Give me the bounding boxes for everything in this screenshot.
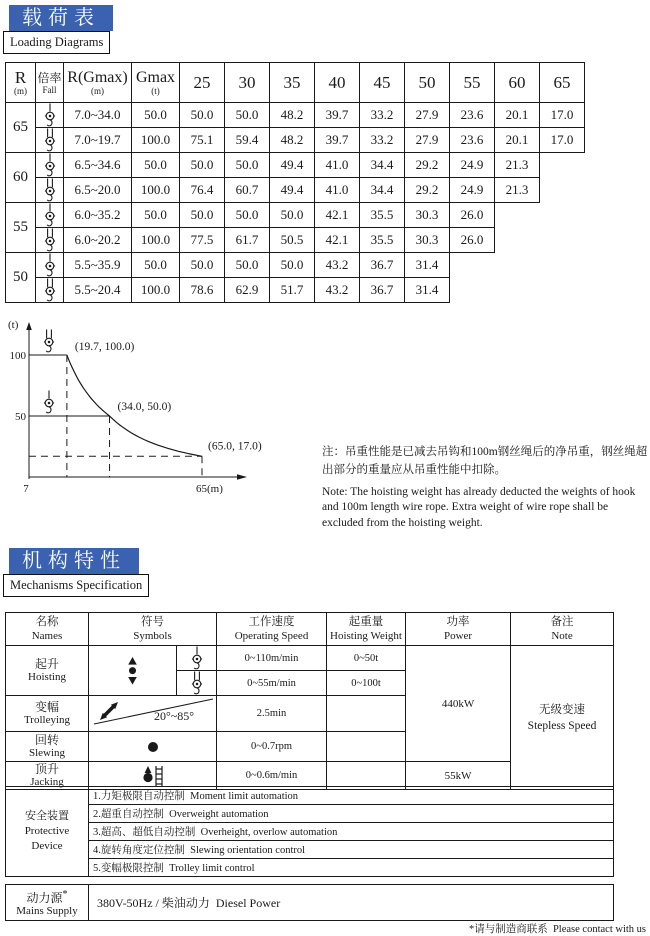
load-value-cell: 50.0 xyxy=(270,253,315,278)
rgmax-range-cell: 7.0~34.0 xyxy=(64,103,132,128)
svg-text:20°~85°: 20°~85° xyxy=(153,709,194,723)
svg-text:(65.0, 17.0): (65.0, 17.0) xyxy=(208,440,262,453)
col-header-radius: 50 xyxy=(405,63,450,103)
load-value-cell: 50.0 xyxy=(270,203,315,228)
section-loading-title-en: Loading Diagrams xyxy=(3,31,110,54)
load-value-cell: 24.9 xyxy=(450,178,495,203)
note-cn: 注：吊重性能是已减去吊钩和100m钢丝绳后的净吊重，钢丝绳超出部分的重量应从吊重性能中扣除。 xyxy=(322,446,648,476)
loading-row xyxy=(6,228,585,253)
load-value-cell: 49.4 xyxy=(270,153,315,178)
load-value-cell: 77.5 xyxy=(180,228,225,253)
loading-row xyxy=(6,103,585,128)
col-header-gmax: Gmax (t) xyxy=(132,63,180,103)
fall-2-icon xyxy=(36,203,64,228)
gmax-cell: 100.0 xyxy=(132,228,180,253)
load-value-cell: 76.4 xyxy=(180,178,225,203)
svg-text:(34.0, 50.0): (34.0, 50.0) xyxy=(117,401,172,413)
rgmax-range-cell: 6.5~34.6 xyxy=(64,153,132,178)
col-header-rgmax: R(Gmax) (m) xyxy=(64,63,132,103)
load-value-cell: 34.4 xyxy=(360,178,405,203)
load-value-cell: 59.4 xyxy=(225,128,270,153)
load-value-cell: 26.0 xyxy=(450,228,495,253)
protective-row xyxy=(6,805,614,823)
load-value-cell: 60.7 xyxy=(225,178,270,203)
load-value-cell: 17.0 xyxy=(540,128,585,153)
mechanisms-table xyxy=(5,612,614,790)
notes-block xyxy=(322,444,650,531)
col-header-radius: 55 xyxy=(450,63,495,103)
load-value-cell: 34.4 xyxy=(360,153,405,178)
load-value-cell: 20.1 xyxy=(495,128,540,153)
loading-row xyxy=(6,153,585,178)
gmax-cell: 50.0 xyxy=(132,103,180,128)
fall-4-icon xyxy=(36,278,64,303)
load-value-cell: 35.5 xyxy=(360,203,405,228)
load-value-cell: 33.2 xyxy=(360,128,405,153)
load-value-cell: 61.7 xyxy=(225,228,270,253)
load-value-cell: 29.2 xyxy=(405,178,450,203)
svg-text:(19.7, 100.0): (19.7, 100.0) xyxy=(74,341,135,353)
col-header-power: 功率 Power xyxy=(406,613,511,646)
radius-cell: 55 xyxy=(6,203,36,253)
protective-item: 3.超高、超低自动控制 Overheight, overlow automation xyxy=(89,823,614,841)
mains-value-cell: 380V-50Hz / 柴油动力 Diesel Power xyxy=(89,885,614,921)
load-value-cell: 43.2 xyxy=(315,253,360,278)
trolley-speed: 2.5min xyxy=(217,696,327,732)
load-chart-svg xyxy=(2,314,332,512)
loading-row xyxy=(6,253,585,278)
section-mech-badge xyxy=(3,548,149,597)
fall-4-icon xyxy=(44,330,54,352)
rgmax-range-cell: 6.0~35.2 xyxy=(64,203,132,228)
col-header-radius: 35 xyxy=(270,63,315,103)
protective-item: 5.变幅极限控制 Trolley limit control xyxy=(89,859,614,877)
section-mech-title-en: Mechanisms Specification xyxy=(3,574,149,597)
loading-row xyxy=(6,203,585,228)
load-value-cell: 43.2 xyxy=(315,278,360,303)
load-value-cell: 26.0 xyxy=(450,203,495,228)
radius-cell: 65 xyxy=(6,103,36,153)
slewing-speed: 0~0.7rpm xyxy=(217,732,327,762)
load-value-cell: 50.0 xyxy=(180,103,225,128)
protective-item: 2.超重自动控制 Overweight automation xyxy=(89,805,614,823)
protective-device-table xyxy=(5,786,614,877)
hoist-arrow-icon xyxy=(89,646,177,696)
gmax-cell: 100.0 xyxy=(132,178,180,203)
mains-row xyxy=(6,885,614,921)
load-value-cell: 41.0 xyxy=(315,153,360,178)
load-value-cell: 50.0 xyxy=(225,103,270,128)
svg-text:65(m): 65(m) xyxy=(196,483,223,495)
gmax-cell: 100.0 xyxy=(132,278,180,303)
load-value-cell: 35.5 xyxy=(360,228,405,253)
mech-name-hoisting: 起升 Hoisting xyxy=(6,646,89,696)
load-value-cell: 31.4 xyxy=(405,278,450,303)
rgmax-range-cell: 6.0~20.2 xyxy=(64,228,132,253)
load-value-cell: 62.9 xyxy=(225,278,270,303)
load-value-cell: 50.0 xyxy=(225,203,270,228)
protective-row xyxy=(6,823,614,841)
load-value-cell: 50.0 xyxy=(180,153,225,178)
col-header-radius: 30 xyxy=(225,63,270,103)
power-jacking-cell: 55kW xyxy=(406,762,511,790)
section-loading-title-cn: 载荷表 xyxy=(9,5,113,31)
mech-row-hoisting-1 xyxy=(6,646,614,671)
load-value-cell: 50.5 xyxy=(270,228,315,253)
mains-name-en: Mains Supply xyxy=(16,904,78,917)
load-value-cell: 29.2 xyxy=(405,153,450,178)
fall-2-icon xyxy=(44,391,54,413)
load-value-cell: 36.7 xyxy=(360,253,405,278)
col-header-speed: 工作速度 Operating Speed xyxy=(217,613,327,646)
fall-4-icon xyxy=(36,128,64,153)
rgmax-range-cell: 5.5~20.4 xyxy=(64,278,132,303)
radius-cell: 60 xyxy=(6,153,36,203)
load-value-cell: 50.0 xyxy=(180,253,225,278)
load-value-cell: 48.2 xyxy=(270,128,315,153)
col-header-radius: 60 xyxy=(495,63,540,103)
load-value-cell: 75.1 xyxy=(180,128,225,153)
load-value-cell: 48.2 xyxy=(270,103,315,128)
mech-name-jacking: 顶升 Jacking xyxy=(6,762,89,790)
mains-name-cell xyxy=(6,885,89,921)
col-header-names: 名称 Names xyxy=(6,613,89,646)
load-value-cell: 21.3 xyxy=(495,153,540,178)
load-capacity-chart xyxy=(2,314,332,512)
section-loading-badge xyxy=(3,5,113,54)
fall-4-icon xyxy=(36,228,64,253)
fall-2-icon xyxy=(36,253,64,278)
load-value-cell: 33.2 xyxy=(360,103,405,128)
load-value-cell: 36.7 xyxy=(360,278,405,303)
protective-row xyxy=(6,841,614,859)
load-value-cell: 50.0 xyxy=(180,203,225,228)
gmax-cell: 50.0 xyxy=(132,153,180,178)
stepless-note-cell: 无级变速 Stepless Speed xyxy=(511,646,614,790)
loading-row xyxy=(6,178,585,203)
load-value-cell: 23.6 xyxy=(450,128,495,153)
load-value-cell: 39.7 xyxy=(315,128,360,153)
load-value-cell: 41.0 xyxy=(315,178,360,203)
protective-row xyxy=(6,787,614,805)
load-value-cell: 31.4 xyxy=(405,253,450,278)
load-value-cell: 24.9 xyxy=(450,153,495,178)
protective-item: 1.力矩极限自动控制 Moment limit automation xyxy=(89,787,614,805)
mains-asterisk: * xyxy=(62,888,68,900)
fall-2-icon xyxy=(36,153,64,178)
col-header-radius: 45 xyxy=(360,63,405,103)
load-value-cell: 42.1 xyxy=(315,228,360,253)
load-value-cell: 50.0 xyxy=(225,253,270,278)
trolley-luffing-icon xyxy=(89,696,217,732)
hoist-weight-2: 0~100t xyxy=(327,671,406,696)
svg-text:100: 100 xyxy=(9,350,26,362)
col-header-radius: 65 xyxy=(540,63,585,103)
svg-text:(t): (t) xyxy=(8,319,19,331)
gmax-cell: 100.0 xyxy=(132,128,180,153)
protective-item: 4.旋转角度定位控制 Slewing orientation control xyxy=(89,841,614,859)
gmax-cell: 50.0 xyxy=(132,203,180,228)
loading-header-row xyxy=(6,63,585,103)
loading-table xyxy=(5,62,585,303)
loading-row xyxy=(6,278,585,303)
fall-2-icon xyxy=(36,103,64,128)
radius-cell: 50 xyxy=(6,253,36,303)
rgmax-range-cell: 7.0~19.7 xyxy=(64,128,132,153)
svg-text:50: 50 xyxy=(15,411,26,423)
mech-header-row xyxy=(6,613,614,646)
load-value-cell: 30.3 xyxy=(405,203,450,228)
footer-note: *请与制造商联系 Please contact with us xyxy=(468,924,646,935)
load-value-cell: 42.1 xyxy=(315,203,360,228)
col-header-note: 备注 Note xyxy=(511,613,614,646)
mech-name-trolleying: 变幅 Trolleying xyxy=(6,696,89,732)
hoist-weight-1: 0~50t xyxy=(327,646,406,671)
col-header-radius: 40 xyxy=(315,63,360,103)
load-value-cell: 27.9 xyxy=(405,128,450,153)
power-main-cell: 440kW xyxy=(406,646,511,762)
load-value-cell: 20.1 xyxy=(495,103,540,128)
fall-4-icon xyxy=(36,178,64,203)
col-header-r: R (m) xyxy=(6,63,36,103)
hoist-speed-1: 0~110m/min xyxy=(217,646,327,671)
fall-4-icon xyxy=(177,671,217,696)
rgmax-range-cell: 5.5~35.9 xyxy=(64,253,132,278)
load-value-cell: 17.0 xyxy=(540,103,585,128)
col-header-weight: 起重量 Hoisting Weight xyxy=(327,613,406,646)
col-header-radius: 25 xyxy=(180,63,225,103)
load-value-cell: 78.6 xyxy=(180,278,225,303)
section-mech-title-cn: 机构特性 xyxy=(9,548,139,574)
load-value-cell: 50.0 xyxy=(225,153,270,178)
svg-text:7: 7 xyxy=(23,483,29,495)
loading-row xyxy=(6,128,585,153)
load-value-cell: 49.4 xyxy=(270,178,315,203)
protective-name-cell: 安全装置 Protective Device xyxy=(6,787,89,877)
fall-2-icon xyxy=(177,646,217,671)
mains-name-cn: 动力源 xyxy=(26,890,63,905)
load-value-cell: 30.3 xyxy=(405,228,450,253)
load-value-cell: 21.3 xyxy=(495,178,540,203)
slewing-weight xyxy=(327,732,406,762)
mains-supply-table xyxy=(5,884,614,921)
slewing-icon xyxy=(89,732,217,762)
note-en: Note: The hoisting weight has already deducted the weights of hook and 100m length wire rope. Extra weight of wire rope shall be excluded from the hoisting weight. xyxy=(322,485,636,529)
col-header-symbols: 符号 Symbols xyxy=(89,613,217,646)
rgmax-range-cell: 6.5~20.0 xyxy=(64,178,132,203)
load-value-cell: 23.6 xyxy=(450,103,495,128)
col-header-fall: 倍率 Fall xyxy=(36,63,64,103)
mech-name-slewing: 回转 Slewing xyxy=(6,732,89,762)
hoist-speed-2: 0~55m/min xyxy=(217,671,327,696)
gmax-cell: 50.0 xyxy=(132,253,180,278)
load-value-cell: 39.7 xyxy=(315,103,360,128)
load-value-cell: 51.7 xyxy=(270,278,315,303)
trolley-weight xyxy=(327,696,406,732)
load-value-cell: 27.9 xyxy=(405,103,450,128)
protective-row xyxy=(6,859,614,877)
jacking-speed: 0~0.6m/min xyxy=(217,762,327,790)
